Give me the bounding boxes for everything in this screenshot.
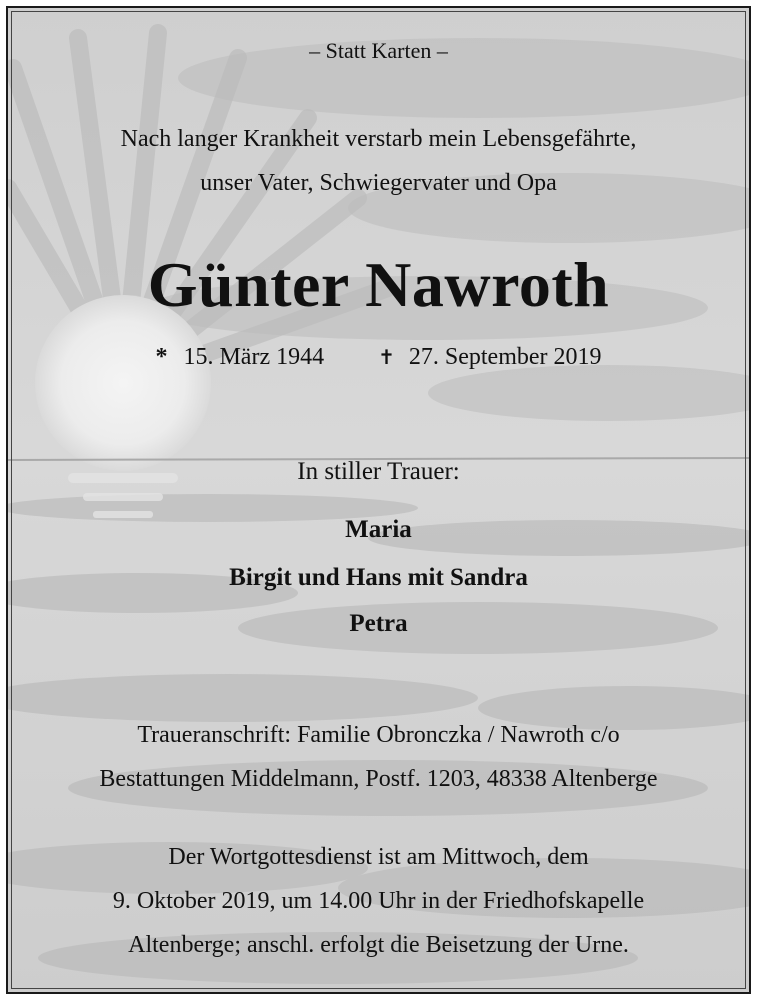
- deceased-name: Günter Nawroth: [147, 249, 610, 320]
- family-member: Petra: [349, 610, 408, 637]
- obituary-notice: [6, 6, 751, 994]
- family-member: Maria: [345, 516, 412, 543]
- life-dates: [8, 344, 749, 371]
- death-date: 27. September 2019: [408, 344, 602, 370]
- header-line: – Statt Karten –: [309, 38, 448, 63]
- intro-line-2: unser Vater, Schwiegervater und Opa: [200, 170, 557, 196]
- address-line-2: Bestattungen Middelmann, Postf. 1203, 48338 Altenberge: [99, 766, 658, 792]
- service-line-1: Der Wortgottesdienst ist am Mittwoch, dem: [168, 844, 589, 870]
- service-line-2: 9. Oktober 2019, um 14.00 Uhr in der Friedhofskapelle: [112, 888, 645, 914]
- address-line-1: Traueranschrift: Familie Obronczka / Nawroth c/o: [137, 722, 620, 748]
- family-member: Birgit und Hans mit Sandra: [229, 564, 528, 591]
- birth-date: 15. März 1944: [183, 344, 325, 370]
- birth-symbol: *: [155, 344, 168, 370]
- service-line-3: Altenberge; anschl. erfolgt die Beisetzung der Urne.: [128, 932, 629, 958]
- notice-text: [8, 8, 749, 992]
- death-symbol: ✝: [378, 345, 395, 369]
- intro-line-1: Nach langer Krankheit verstarb mein Lebensgefährte,: [120, 126, 637, 152]
- mourning-label: In stiller Trauer:: [297, 458, 460, 485]
